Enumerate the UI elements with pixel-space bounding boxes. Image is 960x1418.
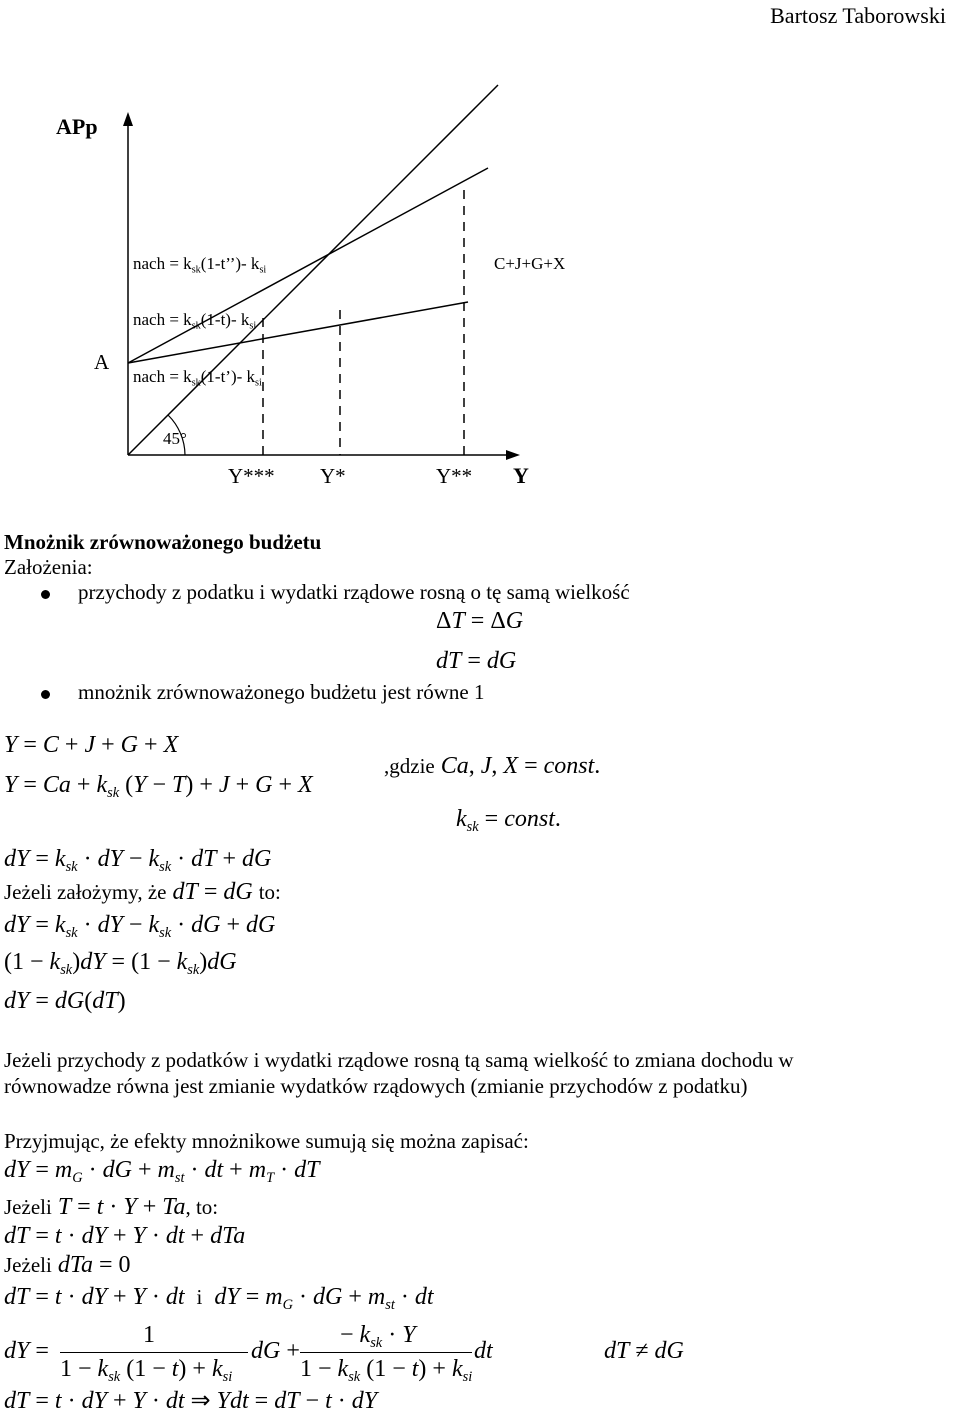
eq-dy-mult: dY = $m_G$ · dG + $m_{st}$ · dt + $m_T$ · dT <box>4 1157 320 1187</box>
assumptions-label: Założenia: <box>4 555 93 579</box>
eq-y-expanded: $Y = Ca + k_{sk}$ (Y − T) + J + G + X <box>4 772 313 802</box>
eq-if-assume: Jeżeli założymy, że dT = dG to: <box>4 879 281 905</box>
frac2-line <box>300 1352 472 1353</box>
eq-dt-2: dT = t · dY + Y · dt i dY = $m_G$ · dG + $m_{st}$ · dt <box>4 1284 434 1314</box>
x-tick-y3: Y*** <box>228 464 275 488</box>
author-name: Bartosz Taborowski <box>770 3 946 28</box>
eq-dt-1: dT = t · dY + Y · dt + dTa <box>4 1223 246 1249</box>
label-line-mid: nach = $k_{sk}(1-t)-$ $k_{si}$ <box>133 310 257 332</box>
assuming-multipliers: Przyjmując, że efekty mnożnikowe sumują się można zapisać: <box>4 1129 529 1153</box>
x-tick-y1: Y* <box>320 464 346 488</box>
x-axis-arrow <box>506 450 520 460</box>
x-axis-label: Y <box>513 463 529 488</box>
y-axis-label: APp <box>56 114 98 139</box>
eq-final: dT = t · dY + Y · dt ⇒ Ydt = dT − t · dY <box>4 1388 378 1414</box>
eq-dta-zero: Jeżeli dTa = 0 <box>4 1252 131 1278</box>
eq-const-2: $k_{sk}$ = const. <box>456 806 561 836</box>
eq-t-def: Jeżeli T = t · Y + Ta, to: <box>4 1194 219 1220</box>
label-line-top: nach = $k_{sk}(1-t’’)-$ $k_{si}$ <box>133 254 267 276</box>
frac1-num: 1 <box>143 1322 155 1348</box>
bullet-1: przychody z podatku i wydatki rządowe rosną o tę samą wielkość <box>78 580 630 604</box>
conclusion-line-2: równowadze równa jest zmianie wydatków rządowych (zmianie przychodów z podatku) <box>4 1074 748 1098</box>
frac2-den: $1 - k_{sk}$ $(1 - t) + k_{si}$ <box>300 1356 473 1386</box>
frac-dt: dt <box>474 1338 493 1364</box>
bullet-icon <box>41 590 50 599</box>
eq-dt-neq-dg: dT ≠ dG <box>604 1338 684 1364</box>
bullet-icon <box>41 690 50 699</box>
label-line-low: nach = $k_{sk}(1-t’)-$ $k_{si}$ <box>133 367 262 389</box>
eq-frac-lhs: dY = <box>4 1338 49 1364</box>
eq-dt-dg: dT = dG <box>436 648 517 674</box>
intercept-label: A <box>94 350 110 374</box>
section-title: Mnożnik zrównoważonego budżetu <box>4 530 322 554</box>
eq-dy-2: dY = $k_{sk}$ · dY − $k_{sk}$ · dG + dG <box>4 912 276 942</box>
label-aggregate: C+J+G+X <box>494 254 566 273</box>
frac1-line <box>60 1352 248 1353</box>
frac2-num: − $k_{sk} \cdot Y$ <box>340 1322 416 1352</box>
frac-dg: dG + <box>251 1338 300 1364</box>
y-axis-arrow <box>123 112 133 126</box>
eq-y-sum: Y = C + J + G + X <box>4 732 179 758</box>
bullet-2: mnożnik zrównoważonego budżetu jest równe 1 <box>78 680 485 704</box>
eq-dy-1: dY = $k_{sk}$ · dY − $k_{sk}$ · dT + dG <box>4 846 272 876</box>
x-tick-y2: Y** <box>436 464 473 488</box>
frac1-den: $1 - k_{sk}$ $(1 - t) + k_{si}$ <box>60 1356 233 1386</box>
conclusion-line-1: Jeżeli przychody z podatków i wydatki rządowe rosną tą samą wielkość to zmiana dochodu w <box>4 1048 794 1072</box>
angle-label: 45° <box>163 429 187 448</box>
eq-delta: ΔT = ΔG <box>436 608 524 634</box>
eq-dy-3: $(1 - k_{sk})dY = (1 - k_{sk})dG$ <box>4 949 237 979</box>
eq-dy-4: dY = dG(dT) <box>4 988 126 1014</box>
eq-const-1: ,gdzie Ca, J, X = const. <box>384 753 601 779</box>
